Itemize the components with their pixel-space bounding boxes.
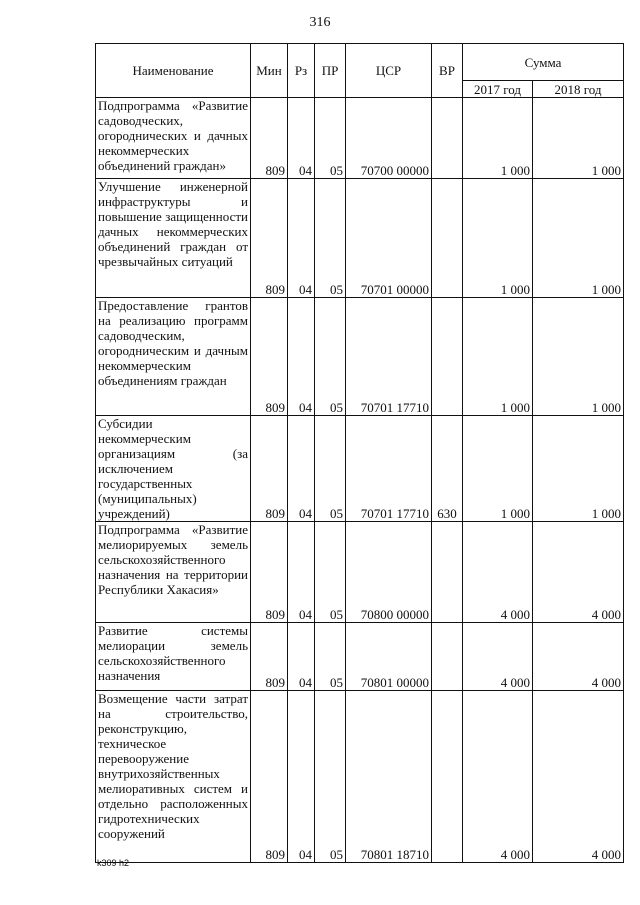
row-pr: 05 [315,179,346,298]
row-csr: 70701 17710 [346,416,432,522]
row-sum-2017: 1 000 [463,416,533,522]
row-sum-2018: 1 000 [533,298,624,416]
row-min: 809 [251,416,288,522]
row-sum-2018: 1 000 [533,98,624,179]
header-name: Наименование [96,44,251,98]
row-min: 809 [251,691,288,863]
table-row [96,98,624,179]
row-min: 809 [251,623,288,691]
row-sum-2017: 4 000 [463,691,533,863]
table-row [96,691,624,863]
row-pr: 05 [315,298,346,416]
row-rz: 04 [288,179,315,298]
header-min: Мин [251,44,288,98]
row-rz: 04 [288,298,315,416]
header-2018: 2018 год [533,81,624,98]
row-name: Развитие системы мелиорации земель сельскохозяйственного назначения [96,623,251,691]
row-min: 809 [251,298,288,416]
header-vr: ВР [432,44,463,98]
row-rz: 04 [288,416,315,522]
table-row [96,416,624,522]
row-pr: 05 [315,98,346,179]
row-csr: 70701 00000 [346,179,432,298]
row-name: Подпрограмма «Развитие садоводческих, огороднических и дачных некоммерческих объединений граждан» [96,98,251,179]
row-vr [432,623,463,691]
row-min: 809 [251,522,288,623]
row-vr [432,179,463,298]
row-name: Предоставление грантов на реализацию программ садоводческим, огородническим и дачным некоммерческим объединениям граждан [96,298,251,416]
row-csr: 70801 18710 [346,691,432,863]
table-row [96,179,624,298]
row-csr: 70801 00000 [346,623,432,691]
row-pr: 05 [315,416,346,522]
row-name: Улучшение инженерной инфраструктуры и повышение защищенности дачных некоммерческих объединений граждан от чрезвычайных ситуаций [96,179,251,298]
row-sum-2017: 4 000 [463,522,533,623]
header-2017: 2017 год [463,81,533,98]
row-name: Субсидии некоммерческим организациям (за исключением государственных (муниципальных) учреждений) [96,416,251,522]
row-name: Подпрограмма «Развитие мелиорируемых земель сельскохозяйственного назначения на территории Республики Хакасия» [96,522,251,623]
row-csr: 70701 17710 [346,298,432,416]
row-rz: 04 [288,623,315,691]
row-pr: 05 [315,691,346,863]
row-name: Возмещение части затрат на строительство, реконструкцию, техническое перевооружение внутрихозяйственных мелиоративных систем и отдельно расположенных гидротехнических сооружений [96,691,251,863]
page-number: 316 [309,15,331,30]
header-sum: Сумма [463,44,624,81]
row-sum-2018: 4 000 [533,623,624,691]
document-code: k309 h2 [97,858,130,868]
row-vr [432,522,463,623]
table-row [96,623,624,691]
row-vr [432,298,463,416]
row-pr: 05 [315,522,346,623]
row-vr [432,98,463,179]
row-csr: 70800 00000 [346,522,432,623]
row-sum-2018: 4 000 [533,691,624,863]
header-pr: ПР [315,44,346,98]
row-min: 809 [251,179,288,298]
row-sum-2017: 1 000 [463,98,533,179]
row-rz: 04 [288,98,315,179]
row-sum-2017: 1 000 [463,179,533,298]
row-vr [432,691,463,863]
row-sum-2018: 1 000 [533,416,624,522]
row-rz: 04 [288,522,315,623]
row-min: 809 [251,98,288,179]
row-pr: 05 [315,623,346,691]
header-rz: Рз [288,44,315,98]
row-sum-2017: 4 000 [463,623,533,691]
row-sum-2018: 4 000 [533,522,624,623]
row-csr: 70700 00000 [346,98,432,179]
budget-table [95,43,624,863]
row-vr: 630 [432,416,463,522]
header-csr: ЦСР [346,44,432,98]
row-sum-2018: 1 000 [533,179,624,298]
row-rz: 04 [288,691,315,863]
row-sum-2017: 1 000 [463,298,533,416]
table-row [96,522,624,623]
table-row [96,298,624,416]
